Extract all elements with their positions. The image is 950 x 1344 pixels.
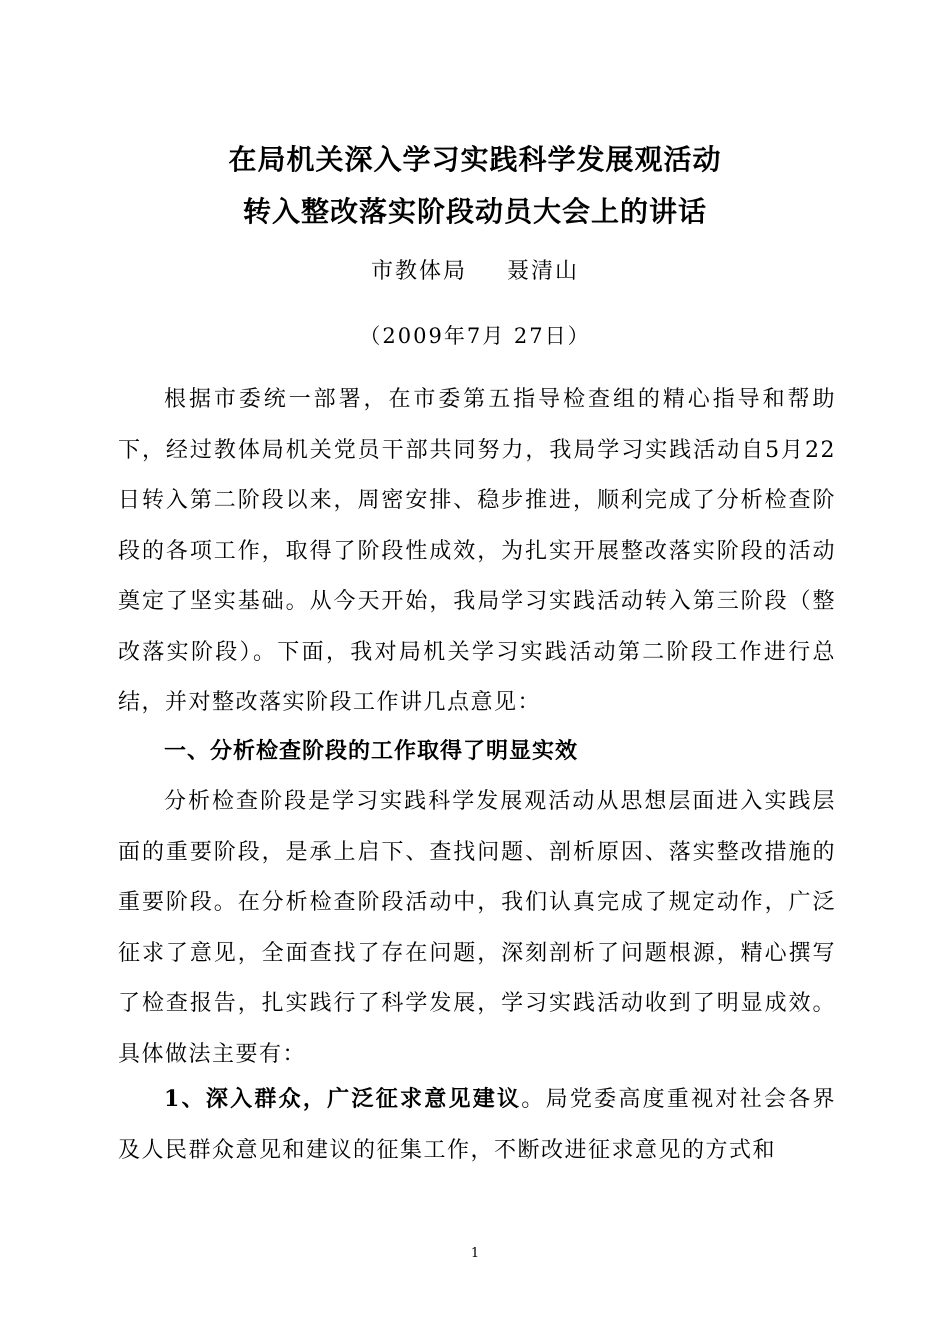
author-name: 聂清山 [507, 259, 580, 284]
section-heading-1: 一、分析检查阶段的工作取得了明显实效 [164, 739, 579, 764]
paragraph-point-1 [118, 1074, 836, 1176]
point-1-heading: 1、深入群众，广泛征求意见建议 [164, 1086, 522, 1112]
document-title-line-2: 转入整改落实阶段动员大会上的讲话 [242, 195, 707, 228]
page-number: 1 [470, 1246, 480, 1261]
author-line [0, 256, 950, 288]
speech-date: （2009年7月 27日） [359, 324, 591, 348]
author-organization: 市教体局 [370, 259, 467, 284]
document-title-line-1: 在局机关深入学习实践科学发展观活动 [228, 143, 722, 176]
point-1-text: 。局党委高度重视对社会各界及人民群众意见和建议的征集工作，不断改进征求意见的方式和 [118, 1087, 836, 1163]
paragraph-analysis: 分析检查阶段是学习实践科学发展观活动从思想层面进入实践层面的重要阶段，是承上启下、查找问题、剖析原因、落实整改措施的重要阶段。在分析检查阶段活动中，我们认真完成了规定动作，广泛征求了意见，全面查找了存在问题，深刻剖析了问题根源，精心撰写了检查报告，扎实践行了科学发展，学习实践活动收到了明显成效。具体做法主要有： [118, 789, 836, 1067]
paragraph-intro: 根据市委统一部署，在市委第五指导检查组的精心指导和帮助下，经过教体局机关党员干部共同努力，我局学习实践活动自5月22日转入第二阶段以来，周密安排、稳步推进，顺利完成了分析检查阶段的各项工作，取得了阶段性成效，为扎实开展整改落实阶段的活动奠定了坚实基础。从今天开始，我局学习实践活动转入第三阶段（整改落实阶段）。下面，我对局机关学习实践活动第二阶段工作进行总结，并对整改落实阶段工作讲几点意见： [118, 387, 836, 715]
